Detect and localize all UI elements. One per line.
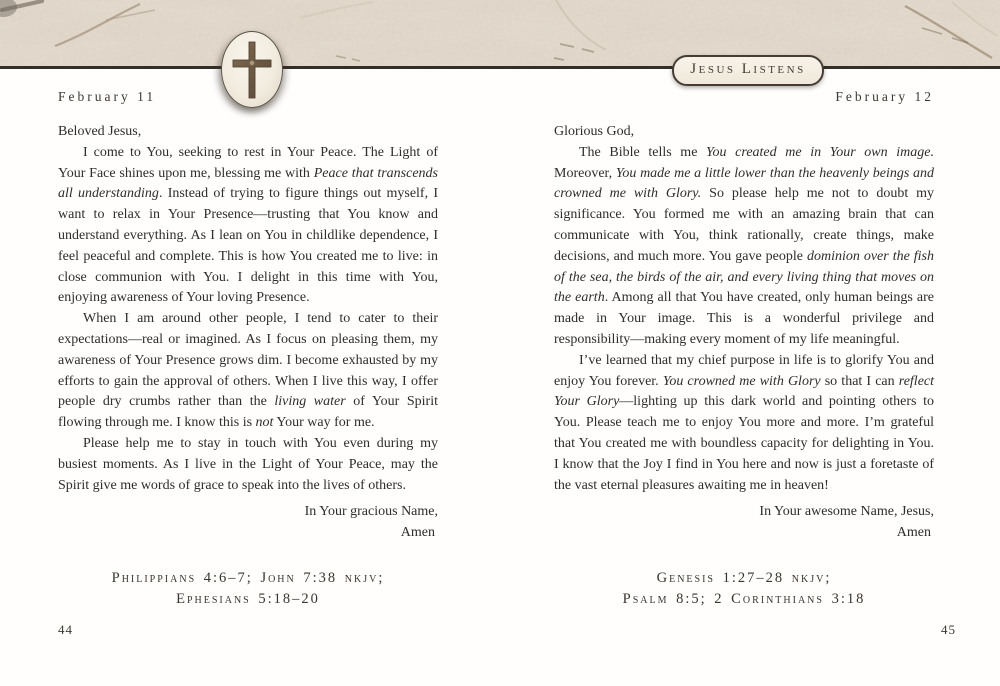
reference-line: Philippians 4:6–7; John 7:38 nkjv;: [111, 569, 385, 586]
closing-amen-right: Amen: [896, 525, 931, 541]
header-rule: [0, 66, 1000, 69]
closing-line-left: In Your gracious Name,: [304, 504, 438, 520]
devotional-left: [58, 122, 438, 610]
salutation-left: Beloved Jesus,: [58, 124, 142, 139]
entry-date-right: February 12: [835, 89, 934, 104]
closing-line-right: In Your awesome Name, Jesus,: [759, 504, 934, 520]
book-title-label: Jesus Listens: [690, 61, 806, 77]
reference-line: Genesis 1:27–28 nkjv;: [656, 569, 832, 586]
salutation-right: Glorious God,: [554, 124, 635, 139]
page-left: [58, 89, 438, 610]
header-band: [0, 0, 1000, 66]
devotional-paragraph: Please help me to stay in touch with You even during my busiest moments. As I live in the Light of Your Peace, may the Spirit give me words of grace to speak into the lives of others.: [58, 435, 438, 493]
page-number-right: 45: [941, 622, 956, 637]
cross-icon: [229, 38, 275, 102]
scripture-references-right: [554, 568, 934, 610]
closing-amen-left: Amen: [400, 525, 435, 541]
devotional-paragraphs-left: [58, 143, 438, 497]
devotional-right: [554, 122, 934, 610]
devotional-paragraph: I’ve learned that my chief purpose in life is to glorify You and enjoy You forever. You crowned me with Glory so that I can reflect Your Glory—lighting up this dark world and pointing others to You. Please teach me to enjoy You more and more. I’m grateful that You created me with boundless capacity for delighting in You. I know that the Joy I find in You here and now is just a foretaste of the vast eternal pleasures awaiting me in heaven!: [554, 352, 935, 493]
cross-medallion: [221, 31, 283, 108]
reference-line: Ephesians 5:18–20: [176, 590, 320, 607]
devotional-paragraph: The Bible tells me You created me in Your own image. Moreover, You made me a little lower than the heavenly beings and crowned me with Glory. So please help me not to doubt my significance. You formed me with an amazing brain that can communicate with You, think rationally, create things, make decisions, and much more. You gave people dominion over the fish of the sea, the birds of the air, and every living thing that moves on the earth. Among all that You have created, only human beings are made in Your image. This is a wonderful privilege and responsibility—making every moment of my life meaningful.: [554, 144, 935, 347]
devotional-paragraphs-right: [554, 143, 934, 497]
band-texture: [0, 0, 1000, 66]
book-title-badge: [672, 55, 824, 86]
page-number-left: 44: [58, 622, 73, 637]
reference-line: Psalm 8:5; 2 Corinthians 3:18: [622, 590, 866, 607]
devotional-paragraph: I come to You, seeking to rest in Your Peace. The Light of Your Face shines upon me, blessing me with Peace that transcends all understanding. Instead of trying to figure things out myself, I want to relax in Your Presence—trusting that You know and understand everything. As I lean on You in childlike dependence, I feel peaceful and complete. This is how You created me to live: in close communion with You. I delight in this time with You, enjoying awareness of Your loving Presence.: [58, 144, 439, 306]
devotional-paragraph: When I am around other people, I tend to cater to their expectations—real or imagined. As I focus on pleasing them, my awareness of Your Presence grows dim. I become exhausted by my efforts to gain the approval of others. When I live this way, I offer people dry crumbs rather than the living water of Your Spirit flowing through me. I know this is not Your way for me.: [58, 311, 438, 431]
entry-date-left: February 11: [58, 89, 157, 104]
page-right: [554, 89, 934, 610]
scripture-references-left: [58, 568, 438, 610]
